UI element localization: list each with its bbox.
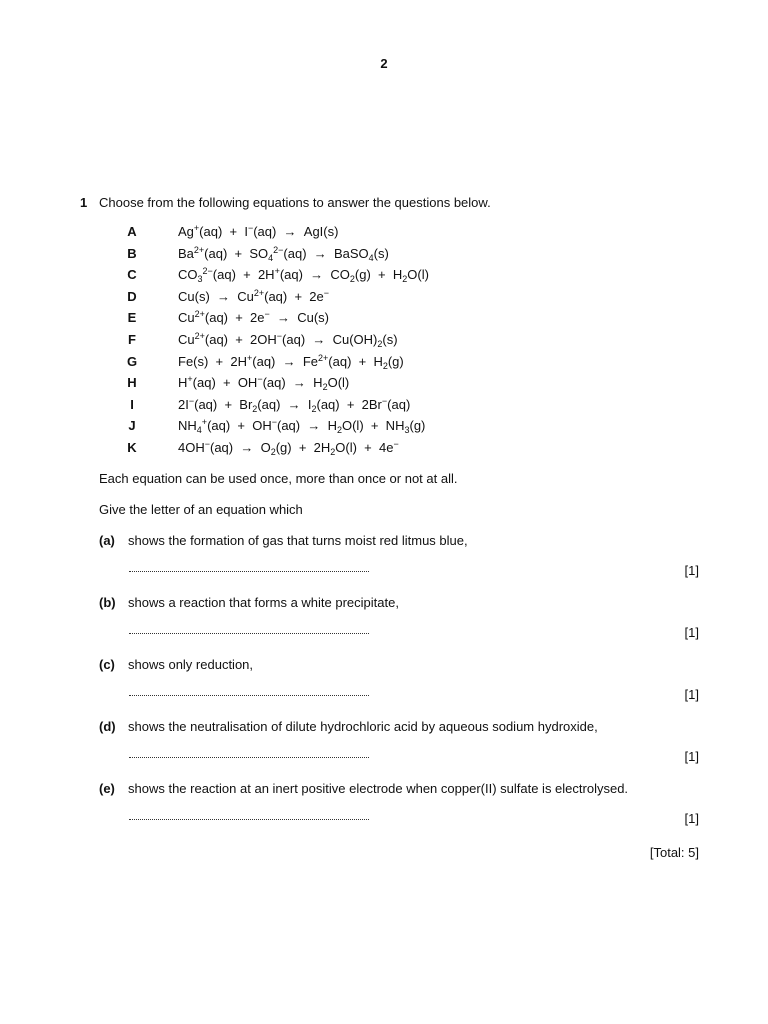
mark-allocation: [1] [684,687,699,702]
equation-letter: F [128,331,136,347]
equation-letter: A [127,224,137,239]
equation-text: $Fe(s) + 2H^+(aq) \to Fe^{2+}(aq) + H_2(g)$ [178,352,404,371]
part-a [99,533,699,595]
equation-text: $Ba^{2+}(aq) + SO_4^{2-}(aq)$ → BaSO$_4$(s) [178,244,389,263]
answer-line[interactable] [129,687,369,696]
equation-letter: I [130,396,134,412]
equation-letter: C [127,267,137,283]
equation-letter: D [127,288,137,304]
usage-note: Each equation can be used once, more than once or not at all. [99,471,458,486]
answer-line[interactable] [129,749,369,758]
equation-letter: G [126,353,138,369]
part-label: (e) [99,781,115,796]
answer-line[interactable] [129,625,369,634]
part-d [99,719,699,781]
part-c [99,657,699,719]
mark-allocation: [1] [684,749,699,764]
mark-allocation: [1] [684,625,699,640]
equation-text: $4OH^-(aq) \to O_2(g) + 2H_2O(l) + 4e^-$ [178,438,399,457]
part-text: shows only reduction, [128,657,254,672]
part-text: shows the neutralisation of dilute hydrochloric acid by aqueous sodium hydroxide, [128,719,598,734]
part-label: (b) [99,595,116,610]
part-b [99,595,699,657]
equation-text: $Cu(s) \to Cu^{2+}(aq) + 2e^-$ [178,287,329,304]
part-label: (a) [99,533,115,548]
mark-allocation: [1] [684,563,699,578]
part-label: (d) [99,719,116,734]
answer-line[interactable] [129,563,369,572]
mark-allocation: [1] [684,811,699,826]
equation-text: $H^+(aq) + OH^-(aq) \to H_2O(l)$ [178,374,350,393]
question-number: 1 [80,195,88,210]
part-label: (c) [99,657,115,672]
equation-letter: K [127,439,137,455]
total-marks: [Total: 5] [649,845,699,860]
equation-text: $Cu^{2+}(aq) + 2e^- \to Cu(s)$ [178,309,330,326]
equation-text: $2I^-(aq) + Br_2(aq) \to I_2(aq) + 2Br^-(aq)$ [178,395,411,414]
part-e [99,781,699,843]
equation-letter: E [127,310,137,326]
question-intro: Choose from the following equations to answer the questions below. [99,195,491,210]
equation-letter: H [127,375,137,391]
page-number: 2 [380,56,388,71]
instruction-note: Give the letter of an equation which [99,502,303,517]
answer-line[interactable] [129,811,369,820]
equation-text: $CO_3^{2-}(aq) + 2H^+(aq) \to CO_2(g) + H_2O(l)$ [178,266,429,285]
equation-text: $Cu^{2+}(aq) + 2OH^-(aq) \to Cu(OH)_2(s)$ [178,330,398,349]
equation-text: Ag+(aq) + I−(aq) → AgI(s) [178,223,339,239]
part-text: shows the reaction at an inert positive electrode when copper(II) sulfate is electrolysed. [128,781,629,796]
part-text: shows a reaction that forms a white precipitate, [128,595,399,610]
equation-letter: J [128,418,136,434]
part-text: shows the formation of gas that turns moist red litmus blue, [128,533,468,548]
equation-text: $NH_4^+(aq) + OH^-(aq) \to H_2O(l) + NH_3(g)$ [178,417,426,436]
equation-letter: B [127,245,137,261]
